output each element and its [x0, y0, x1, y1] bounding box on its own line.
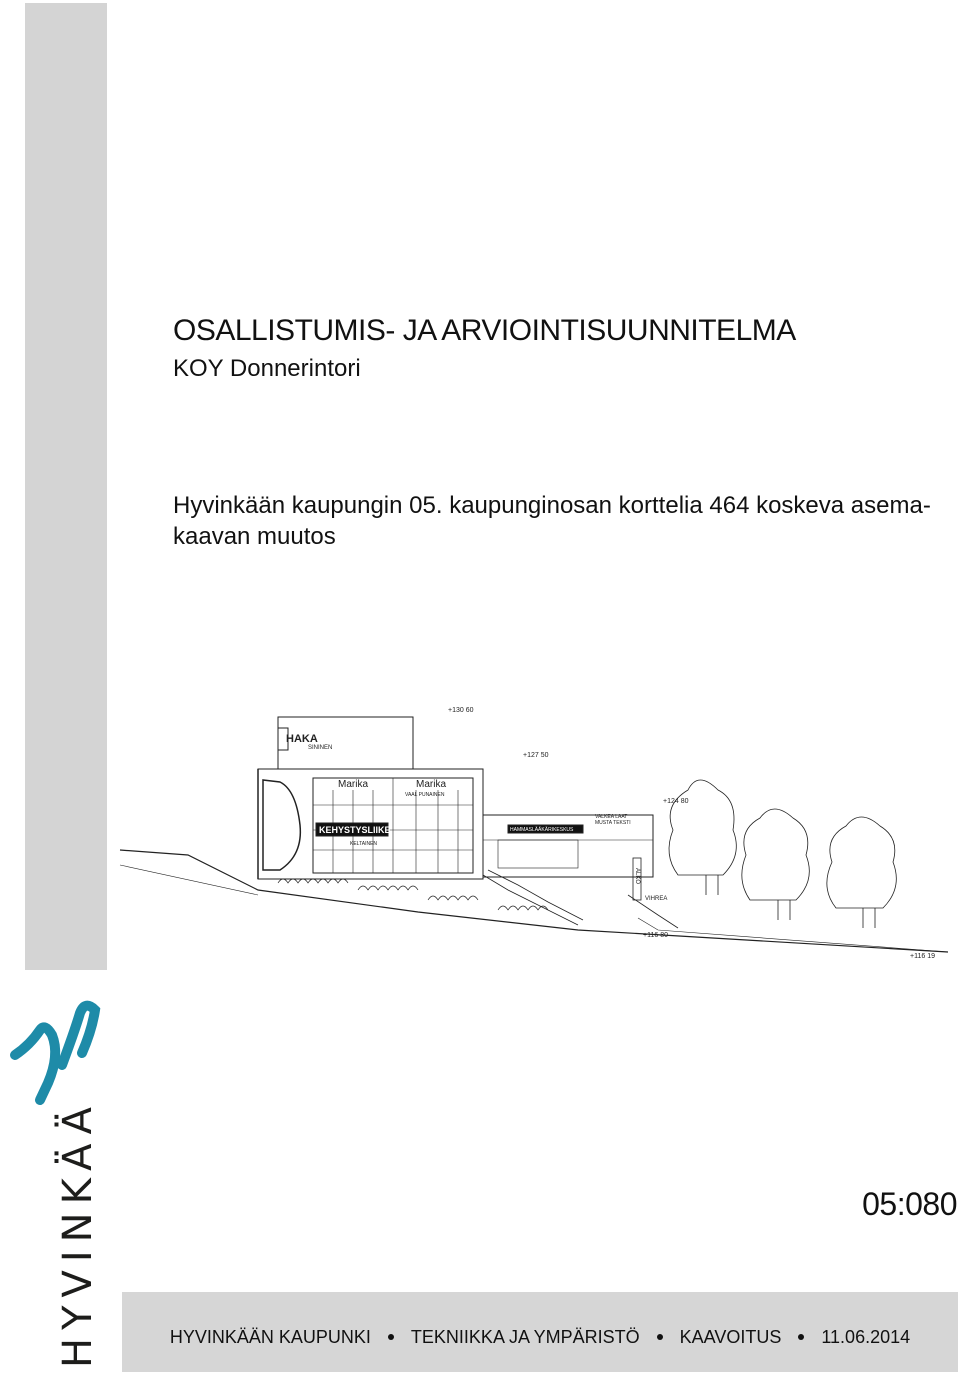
- bullet-icon: [798, 1334, 804, 1340]
- footer-unit: KAAVOITUS: [679, 1326, 782, 1347]
- page-title: OSALLISTUMIS- JA ARVIOINTISUUNNITELMA: [173, 314, 796, 347]
- hammas-sign: HAMMASLÄÄKÄRIKESKUS: [510, 827, 574, 833]
- bullet-icon: [657, 1334, 663, 1340]
- footer-department: TEKNIIKKA JA YMPÄRISTÖ: [410, 1326, 640, 1347]
- elev-label-low: +116 19: [910, 953, 935, 960]
- kehystysliike-sign: KEHYSTYSLIIKE: [319, 825, 391, 835]
- marika-sign-right: Marika: [416, 779, 447, 790]
- footer-city: HYVINKÄÄN KAUPUNKI: [169, 1326, 371, 1347]
- elev-label-ground: +116 80: [643, 932, 668, 939]
- document-number: 05:080: [862, 1186, 957, 1222]
- kehystysliike-color-label: KELTAINEN: [350, 841, 378, 847]
- haka-color-label: SININEN: [308, 745, 333, 751]
- marika-color-label: VAAL PUNAINEN: [405, 792, 445, 798]
- side-band: [25, 3, 107, 970]
- page-subtitle: KOY Donnerintori: [173, 355, 361, 382]
- musta-label: MUSTA TEKSTI: [595, 820, 631, 826]
- elev-label-mid: +127 50: [523, 752, 549, 759]
- vihrea-label: VIHREA: [645, 896, 668, 902]
- haka-sign: HAKA: [286, 733, 318, 745]
- marika-sign-left: Marika: [338, 779, 369, 790]
- elev-label-top: +130 60: [448, 707, 474, 714]
- plan-description: Hyvinkään kaupungin 05. kaupunginosan korttelia 464 koskeva asema-kaavan muutos: [173, 492, 931, 550]
- footer-date: 11.06.2014: [821, 1326, 911, 1347]
- footer-bar: [122, 1292, 958, 1372]
- logo-wordmark: HYVINKÄÄ: [55, 1099, 101, 1368]
- valkea-label: VALKEA LAAT: [595, 814, 628, 820]
- elev-label-right: +124 80: [663, 798, 689, 805]
- bullet-icon: [388, 1334, 394, 1340]
- alko-sign: ALKO: [634, 868, 640, 885]
- building-elevation-drawing: [118, 690, 948, 980]
